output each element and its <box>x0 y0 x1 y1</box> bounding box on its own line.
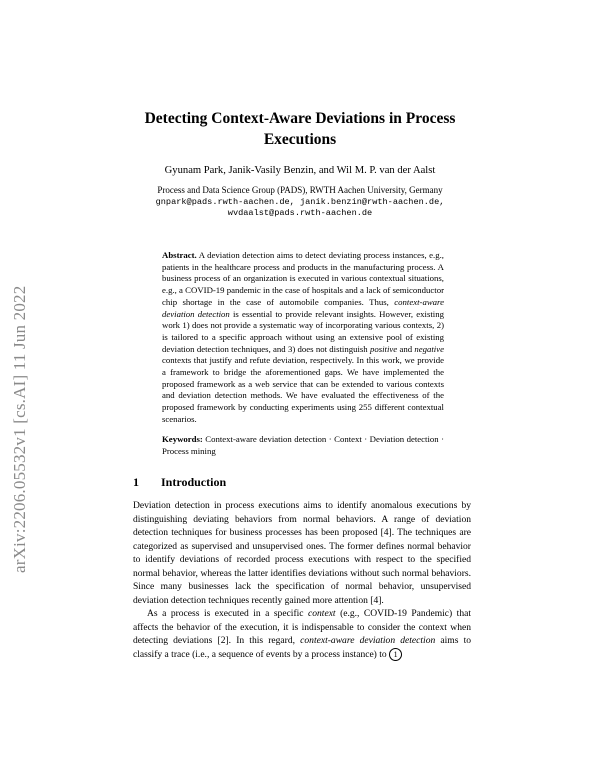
email-line-2: wvdaalst@pads.rwth-aachen.de <box>227 208 373 218</box>
abstract-emphasis-1: context-aware deviation detection <box>162 296 444 319</box>
intro-p2-emphasis-2: context-aware deviation detection <box>300 635 436 646</box>
abstract-text-4: contexts that justify and refute deviation, respectively. In this work, we provide a framework to bridge the aforementioned gaps. We have implemented the proposed framework as a web service that can be extended to various contexts and deviation detection methods. We have evaluated the effectiveness of the proposed framework by conducting experiments using 255 different contextual scenarios. <box>162 355 444 424</box>
abstract-text-1: A deviation detection aims to detect deviating process instances, e.g., patients in the healthcare process and products in the manufacturing process. A business process of an organization is executed in various contextual situations, e.g., a COVID-19 pandemic in the case of hospitals and a lack of semiconductor chip shortage in the case of automobile companies. Thus, <box>162 250 444 307</box>
intro-p2-text-a: As a process is executed in a specific <box>147 608 309 619</box>
section-title: Introduction <box>161 475 227 489</box>
intro-p2-text-b: (e.g., COVID-19 Pandemic) that affects the behavior of the execution, it is indispensable to consider the context when detecting deviations [2]. In this regard, <box>133 608 471 646</box>
author-list: Gyunam Park, Janik-Vasily Benzin, and Wil M. P. van der Aalst <box>164 165 436 176</box>
intro-p2-emphasis-1: context <box>308 608 336 619</box>
keywords-text: Context-aware deviation detection · Context · Deviation detection · Process mining <box>162 434 445 456</box>
section-heading <box>133 475 226 490</box>
intro-p2-text-c: aims to classify a trace (i.e., a sequence of events by a process instance) to <box>133 635 472 660</box>
circled-marker: 1 <box>389 648 402 661</box>
introduction-body <box>133 499 471 661</box>
affiliation: Process and Data Science Group (PADS), RWTH Aachen University, Germany <box>157 185 443 195</box>
section-number: 1 <box>133 475 139 489</box>
keywords <box>162 434 444 457</box>
intro-paragraph-2 <box>133 607 471 661</box>
arxiv-identifier: arXiv:2206.05532v1 [cs.AI] 11 Jun 2022 <box>10 285 29 573</box>
abstract <box>162 250 444 426</box>
abstract-label: Abstract. <box>162 250 197 260</box>
keywords-label: Keywords: <box>162 434 203 444</box>
affiliation-block <box>100 185 500 220</box>
abstract-emphasis-2: positive <box>369 343 398 354</box>
intro-paragraph-1: Deviation detection in process executions aims to identify anomalous executions by distinguishing deviating behaviors from normal behaviors. A range of deviation detection techniques for business processes has been proposed [4]. The techniques are categorized as supervised and unsupervised ones. The former defines normal behavior to identify deviations of recorded process executions with respect to the specified normal behavior, whereas the latter identifies deviations without such normal behaviors. Since many businesses lack the specification of normal behavior, unsupervised deviation detection techniques recently gained more attention [4]. <box>133 500 471 606</box>
email-line-1: gnpark@pads.rwth-aachen.de, janik.benzin@rwth-aachen.de, <box>155 196 445 207</box>
paper-title: Detecting Context-Aware Deviations in Process Executions <box>144 110 456 148</box>
abstract-text-2: is essential to provide relevant insights. However, existing work 1) does not provide a systematic way of incorporating various contexts, 2) is tailored to a specific approach without using an extensive pool of existing deviation detection techniques, and 3) does not distinguish <box>162 308 444 354</box>
abstract-text-3: and <box>397 343 415 354</box>
abstract-emphasis-3: negative <box>414 343 444 354</box>
